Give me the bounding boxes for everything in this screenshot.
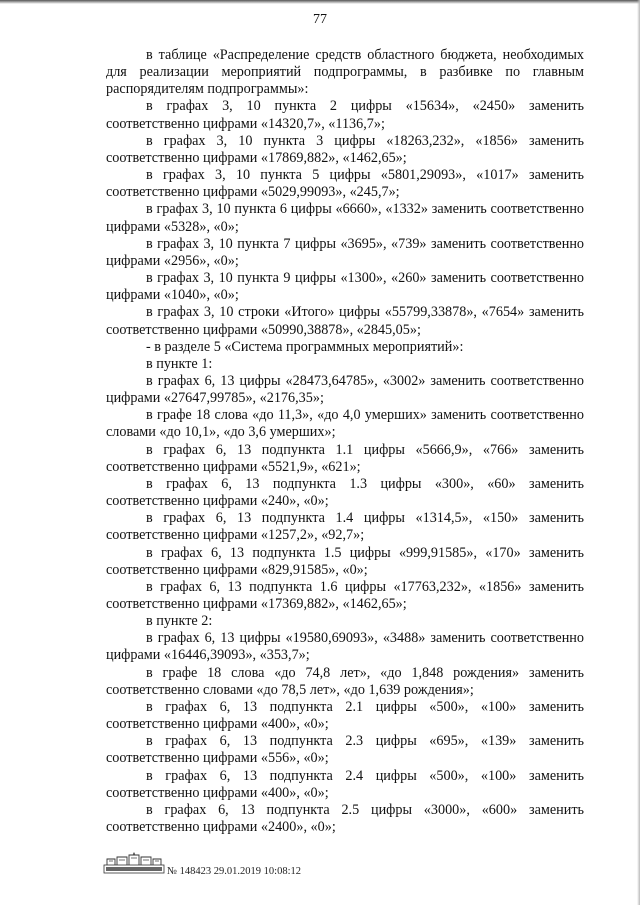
paragraph: в графах 6, 13 подпункта 2.5 цифры «3000», «600» заменить соответственно цифрами «2400», «0»; xyxy=(106,801,584,836)
paragraph: в графах 6, 13 подпункта 2.4 цифры «500», «100» заменить соответственно цифрами «400», «0»; xyxy=(106,767,584,801)
document-body xyxy=(106,47,584,836)
registry-stamp-logo xyxy=(103,852,165,874)
paragraph: в графах 6, 13 подпункта 1.1 цифры «5666,9», «766» заменить соответственно цифрами «5521,9», «621»; xyxy=(106,441,584,475)
number-sign: № xyxy=(167,866,178,877)
paragraph: в пункте 1: xyxy=(146,355,213,372)
paragraph: в графах 3, 10 пункта 2 цифры «15634», «2450» заменить соответственно цифрами «14320,7», «1136,7»; xyxy=(106,98,584,132)
paragraph: в графах 3, 10 пункта 3 цифры «18263,232», «1856» заменить соответственно цифрами «17869,882», «1462,65»; xyxy=(106,132,584,166)
paragraph: в графах 3, 10 пункта 7 цифры «3695», «739» заменить соответственно цифрами «2956», «0»; xyxy=(106,235,584,269)
paragraph: в графах 6, 13 подпункта 2.1 цифры «500», «100» заменить соответственно цифрами «400», «0»; xyxy=(106,698,584,733)
paragraph: в графах 3, 10 пункта 9 цифры «1300», «260» заменить соответственно цифрами «1040», «0»; xyxy=(106,270,584,304)
page-number: 77 xyxy=(313,12,327,27)
paragraph: в графах 6, 13 подпункта 1.6 цифры «17763,232», «1856» заменить соответственно цифрами «17369,882», «1462,65»; xyxy=(106,578,584,612)
paragraph: в графе 18 слова «до 11,3», «до 4,0 умерших» заменить соответственно словами «до 10,1», «до 3,6 умерших»; xyxy=(106,407,584,441)
paragraph: в графах 6, 13 подпункта 1.4 цифры «1314,5», «150» заменить соответственно цифрами «1257,2», «92,7»; xyxy=(106,510,584,544)
paragraph: в графах 6, 13 цифры «28473,64785», «3002» заменить соответственно цифрами «27647,99785», «2176,35»; xyxy=(106,372,584,407)
paragraph: в графах 3, 10 пункта 6 цифры «6660», «1332» заменить соответственно цифрами «5328», «0»; xyxy=(106,201,584,235)
paragraph: в графах 6, 13 подпункта 1.3 цифры «300», «60» заменить соответственно цифрами «240», «0»; xyxy=(106,475,584,510)
paragraph: в графах 3, 10 строки «Итого» цифры «55799,33878», «7654» заменить соответственно цифрами «50990,38878», «2845,05»; xyxy=(106,304,584,338)
paragraph: - в разделе 5 «Система программных мероприятий»: xyxy=(146,338,464,355)
scan-edge-top xyxy=(0,0,640,4)
paragraph: в графе 18 слова «до 74,8 лет», «до 1,848 рождения» заменить соответственно словами «до 78,5 лет», «до 1,639 рождения»; xyxy=(106,664,584,698)
document-registration-code xyxy=(167,866,301,877)
paragraph: в пункте 2: xyxy=(146,613,213,630)
registration-number-timestamp: 148423 29.01.2019 10:08:12 xyxy=(179,866,301,877)
paragraph: в таблице «Распределение средств областного бюджета, необходимых для реализации мероприятий подпрограммы, в разбивке по главным распорядителям подпрограммы»: xyxy=(106,47,584,98)
paragraph: в графах 6, 13 цифры «19580,69093», «3488» заменить соответственно цифрами «16446,39093», «353,7»; xyxy=(106,630,584,664)
paragraph: в графах 3, 10 пункта 5 цифры «5801,29093», «1017» заменить соответственно цифрами «5029,99093», «245,7»; xyxy=(106,167,584,201)
paragraph: в графах 6, 13 подпункта 2.3 цифры «695», «139» заменить соответственно цифрами «556», «0»; xyxy=(106,733,584,767)
paragraph: в графах 6, 13 подпункта 1.5 цифры «999,91585», «170» заменить соответственно цифрами «829,91585», «0»; xyxy=(106,544,584,578)
